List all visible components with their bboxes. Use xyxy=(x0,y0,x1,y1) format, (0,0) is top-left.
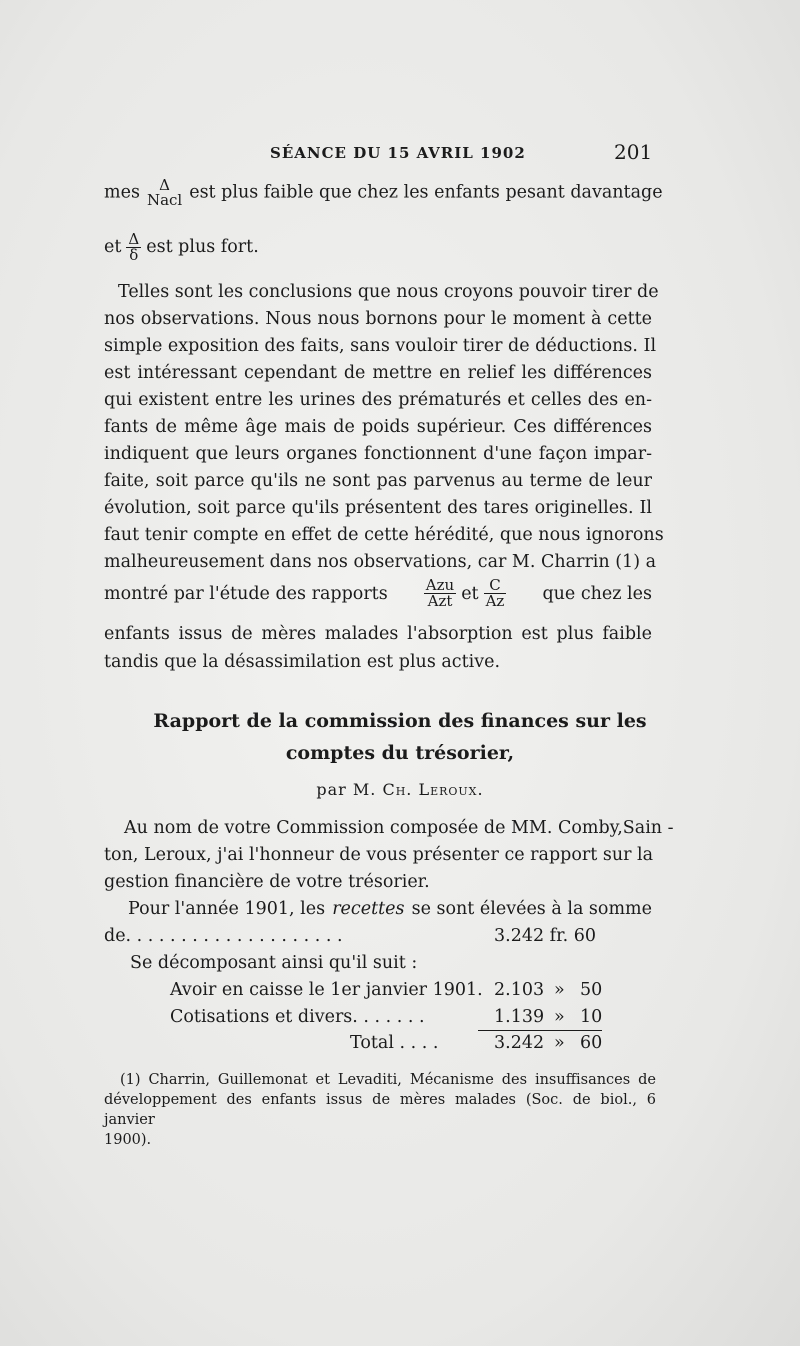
text-italic: recettes xyxy=(332,899,405,919)
frac-numerator: Δ xyxy=(128,230,140,248)
footnote-line: 1900). xyxy=(104,1132,152,1148)
ratios xyxy=(419,578,512,609)
frac-numerator: Azu xyxy=(425,576,455,594)
ledger-francs: 3.242 xyxy=(494,1033,545,1053)
body-line: ton, Leroux, j'ai l'honneur de vous présenter ce rapport sur la xyxy=(104,845,654,865)
byline xyxy=(0,780,800,799)
section-title-line1: Rapport de la commission des finances sur les xyxy=(153,710,647,732)
ledger-label: Cotisations et divers. . . . . . . xyxy=(170,1007,425,1027)
ledger-sep: » xyxy=(554,1033,565,1053)
para1-line2 xyxy=(104,232,652,263)
ledger-cents: 50 xyxy=(580,980,603,1000)
body-line: Au nom de votre Commission composée de MM. Comby,Sain - xyxy=(124,818,674,838)
fraction-delta-delta xyxy=(126,232,141,263)
ledger-label: Avoir en caisse le 1er janvier 1901. xyxy=(170,980,483,1000)
frac-denominator: δ xyxy=(126,247,141,263)
body-line: gestion financière de votre trésorier. xyxy=(104,872,430,892)
para2-line: fants de même âge mais de poids supérieur. Ces différences xyxy=(104,417,652,437)
header-title: SÉANCE DU 15 AVRIL 1902 xyxy=(270,144,526,162)
ledger-sep: » xyxy=(554,1007,565,1027)
de-amount: 3.242 fr. 60 xyxy=(494,926,596,946)
text: Pour l'année 1901, les xyxy=(128,899,326,919)
para2-line: simple exposition des faits, sans vouloir tirer de déductions. Il xyxy=(104,336,657,356)
recettes-line xyxy=(128,899,652,919)
text: se sont élevées à la somme xyxy=(411,899,652,919)
para2-line: faite, soit parce qu'ils ne sont pas parvenus au terme de leur xyxy=(104,471,652,491)
fraction-azu-azt xyxy=(424,578,456,609)
sum-rule xyxy=(478,1030,602,1031)
para2-line: nos observations. Nous nous bornons pour le moment à cette xyxy=(104,309,652,329)
text: et xyxy=(104,237,122,257)
section-title-line2: comptes du trésorier, xyxy=(285,742,515,764)
frac-denominator: Az xyxy=(485,592,505,610)
para2-line: indiquent que leurs organes fonctionnent d'une façon impar- xyxy=(104,444,652,464)
ledger-cents: 10 xyxy=(580,1007,603,1027)
text: de. . . . . . . . . . . . . . . . . . . . xyxy=(104,926,343,946)
frac-numerator: C xyxy=(489,576,501,594)
text: est plus fort. xyxy=(146,237,259,257)
byline-prefix: par M. xyxy=(316,780,377,799)
ledger-cents: 60 xyxy=(580,1033,603,1053)
para1-line1 xyxy=(104,176,663,209)
footnote xyxy=(104,1070,656,1150)
para2-line: tandis que la désassimilation est plus active. xyxy=(104,652,501,672)
frac-denominator: Azt xyxy=(424,593,456,609)
para2-line: qui existent entre les urines des prématurés et celles des en- xyxy=(104,390,652,410)
frac-denominator: Nacl xyxy=(146,191,183,209)
text: et xyxy=(461,583,479,604)
text: que chez les xyxy=(542,583,652,604)
para2-line: malheureusement dans nos observations, car M. Charrin (1) a xyxy=(104,552,657,572)
para2-line: est intéressant cependant de mettre en relief les différences xyxy=(104,363,652,383)
footnote-line: (1) Charrin, Guillemonat et Levaditi, Mécanisme des insuffisances de xyxy=(120,1072,656,1088)
page-number: 201 xyxy=(614,140,653,164)
footnote-line: développement des enfants issus de mères malades (Soc. de biol., 6 janvier xyxy=(104,1092,656,1128)
text: est plus faible que chez les enfants pesant davantage xyxy=(189,182,663,203)
para2-fraction-line xyxy=(104,578,652,609)
para2-line: faut tenir compte en effet de cette hérédité, que nous ignorons xyxy=(104,525,664,545)
author-name: Ch. Leroux. xyxy=(382,780,484,799)
text: montré par l'étude des rapports xyxy=(104,583,388,604)
para2-line: Telles sont les conclusions que nous croyons pouvoir tirer de xyxy=(118,282,659,302)
ledger-label: Total . . . . xyxy=(350,1033,439,1053)
frac-numerator: Δ xyxy=(159,176,170,194)
running-header xyxy=(0,140,800,164)
fraction-delta-nacl xyxy=(145,178,184,208)
para2-line: enfants issus de mères malades l'absorption est plus faible xyxy=(104,624,652,644)
para2-line: évolution, soit parce qu'ils présentent des tares originelles. Il xyxy=(104,498,652,518)
ledger-francs: 2.103 xyxy=(494,980,545,1000)
fraction-c-az xyxy=(484,578,507,609)
text: mes xyxy=(104,182,140,203)
ledger-francs: 1.139 xyxy=(494,1007,545,1027)
ledger-sep: » xyxy=(554,980,565,1000)
decomp-line: Se décomposant ainsi qu'il suit : xyxy=(130,953,418,973)
